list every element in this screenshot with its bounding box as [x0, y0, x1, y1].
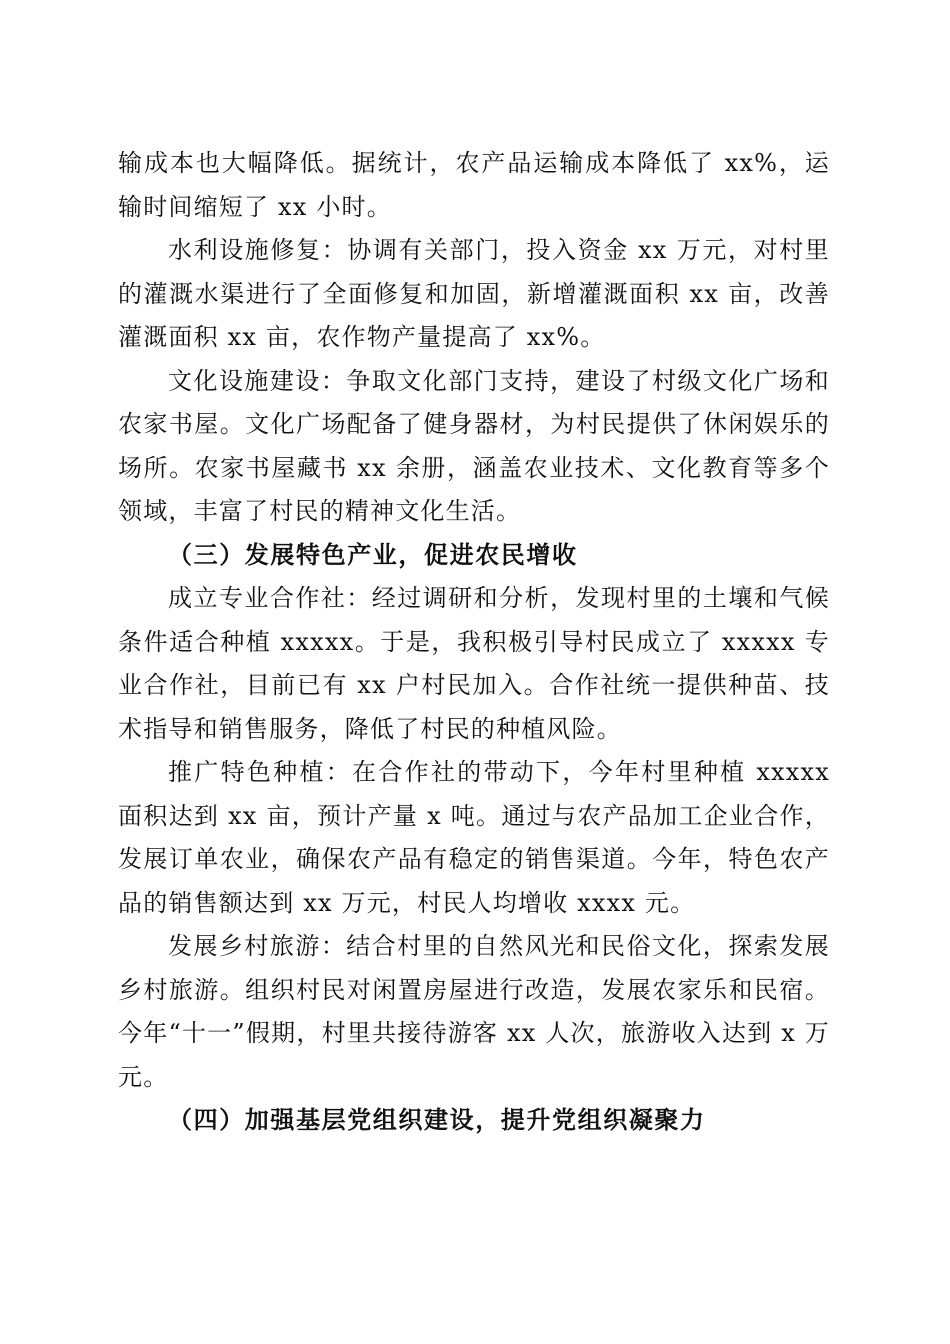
section-heading-4: （四）加强基层党组织建设，提升党组织凝聚力 — [168, 1106, 706, 1134]
paragraph-special-planting: 推广特色种植：在合作社的带动下，今年村里种植 xxxxx 面积达到 xx 亩，预计产量 x 吨。通过与农产品加工企业合作，发展订单农业，确保农产品有稳定的销售渠道。今年，特色农产品的销售额达到 xx 万元，村民人均增收 xxxx 元。 — [118, 758, 830, 917]
paragraph-rural-tourism: 发展乡村旅游：结合村里的自然风光和民俗文化，探索发展乡村旅游。组织村民对闲置房屋进行改造，发展农家乐和民宿。今年“十一”假期，村里共接待游客 xx 人次，旅游收入达到 x 万元。 — [118, 932, 830, 1091]
paragraph-water-facilities: 水利设施修复：协调有关部门，投入资金 xx 万元，对村里的灌溉水渠进行了全面修复和加固，新增灌溉面积 xx 亩，改善灌溉面积 xx 亩，农作物产量提高了 xx%。 — [118, 236, 830, 351]
paragraph-continuation: 输成本也大幅降低。据统计，农产品运输成本降低了 xx%，运输时间缩短了 xx 小时。 — [118, 149, 830, 221]
document-body — [118, 142, 830, 1143]
section-heading-3: （三）发展特色产业，促进农民增收 — [168, 540, 578, 569]
paragraph-cooperative: 成立专业合作社：经过调研和分析，发现村里的土壤和气候条件适合种植 xxxxx。于是，我积极引导村民成立了 xxxxx 专业合作社，目前已有 xx 户村民加入。合作社统一提供种苗、技术指导和销售服务，降低了村民的种植风险。 — [118, 584, 830, 743]
paragraph-cultural-facilities: 文化设施建设：争取文化部门支持，建设了村级文化广场和农家书屋。文化广场配备了健身器材，为村民提供了休闲娱乐的场所。农家书屋藏书 xx 余册，涵盖农业技术、文化教育等多个领域，丰富了村民的精神文化生活。 — [118, 366, 830, 525]
